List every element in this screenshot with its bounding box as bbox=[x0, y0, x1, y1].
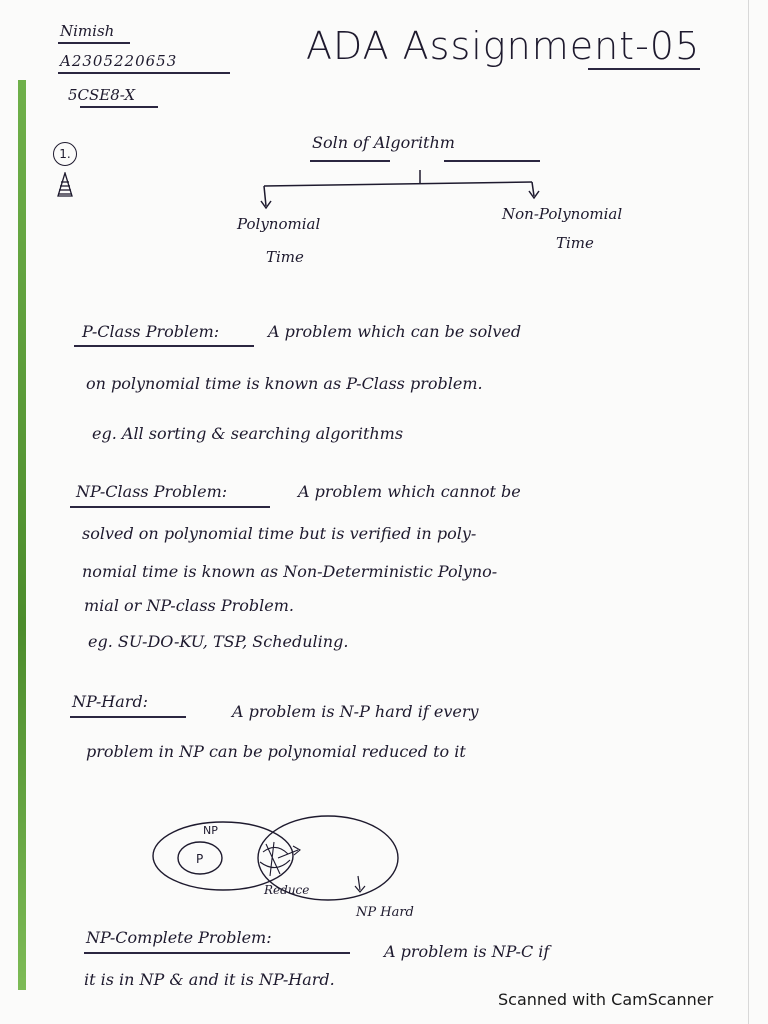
underline bbox=[58, 42, 130, 44]
title-underline bbox=[588, 68, 700, 70]
underline bbox=[444, 160, 540, 162]
page-edge-line bbox=[748, 0, 749, 1024]
tree-root-label: Soln of Algorithm bbox=[312, 133, 455, 152]
underline bbox=[58, 72, 230, 74]
np-hard-diagram bbox=[148, 812, 458, 922]
np-class-heading: NP-Class Problem: bbox=[76, 482, 228, 501]
page-title: ADA Assignment-05 bbox=[306, 24, 701, 68]
p-class-line-2: on polynomial time is known as P-Class problem. bbox=[86, 374, 483, 393]
np-hard-line-2: problem in NP can be polynomial reduced to it bbox=[86, 742, 466, 761]
student-name: Nimish bbox=[60, 22, 115, 40]
np-class-line-4: mial or NP-class Problem. bbox=[84, 596, 294, 615]
p-class-heading: P-Class Problem: bbox=[82, 322, 220, 341]
tree-right-label: Non-Polynomial bbox=[502, 205, 623, 223]
underline bbox=[74, 345, 254, 347]
p-label: P bbox=[196, 852, 204, 866]
student-section: 5CSE8-X bbox=[68, 86, 136, 104]
tree-right-label-2: Time bbox=[556, 234, 594, 252]
reduce-label: Reduce bbox=[264, 883, 310, 897]
student-id: A2305220653 bbox=[60, 52, 178, 70]
underline bbox=[84, 952, 350, 954]
np-hard-label: NP Hard bbox=[356, 905, 414, 920]
underline bbox=[80, 106, 158, 108]
page-margin-strip bbox=[18, 80, 26, 990]
ruled-mark-icon bbox=[56, 172, 74, 198]
underline bbox=[70, 716, 186, 718]
np-complete-heading: NP-Complete Problem: bbox=[86, 928, 272, 947]
np-class-line-3: nomial time is known as Non-Deterministic Polyno- bbox=[82, 562, 498, 581]
scanner-watermark: Scanned with CamScanner bbox=[498, 990, 714, 1009]
np-complete-line-2: it is in NP & and it is NP-Hard. bbox=[84, 970, 335, 989]
question-number: 1. bbox=[53, 142, 77, 166]
np-class-example: eg. SU-DO-KU, TSP, Scheduling. bbox=[88, 632, 349, 651]
np-class-line-2: solved on polynomial time but is verified in poly- bbox=[82, 524, 477, 543]
np-label: NP bbox=[203, 824, 218, 837]
np-class-line-1: A problem which cannot be bbox=[298, 482, 521, 501]
tree-left-label: Polynomial bbox=[237, 215, 321, 233]
np-hard-heading: NP-Hard: bbox=[72, 692, 149, 711]
tree-left-label-2: Time bbox=[266, 248, 304, 266]
np-complete-line-1: A problem is NP-C if bbox=[384, 942, 550, 961]
underline bbox=[310, 160, 390, 162]
p-class-example: eg. All sorting & searching algorithms bbox=[92, 424, 404, 443]
p-class-line-1: A problem which can be solved bbox=[268, 322, 522, 341]
np-hard-line-1: A problem is N-P hard if every bbox=[232, 702, 479, 721]
underline bbox=[70, 506, 270, 508]
